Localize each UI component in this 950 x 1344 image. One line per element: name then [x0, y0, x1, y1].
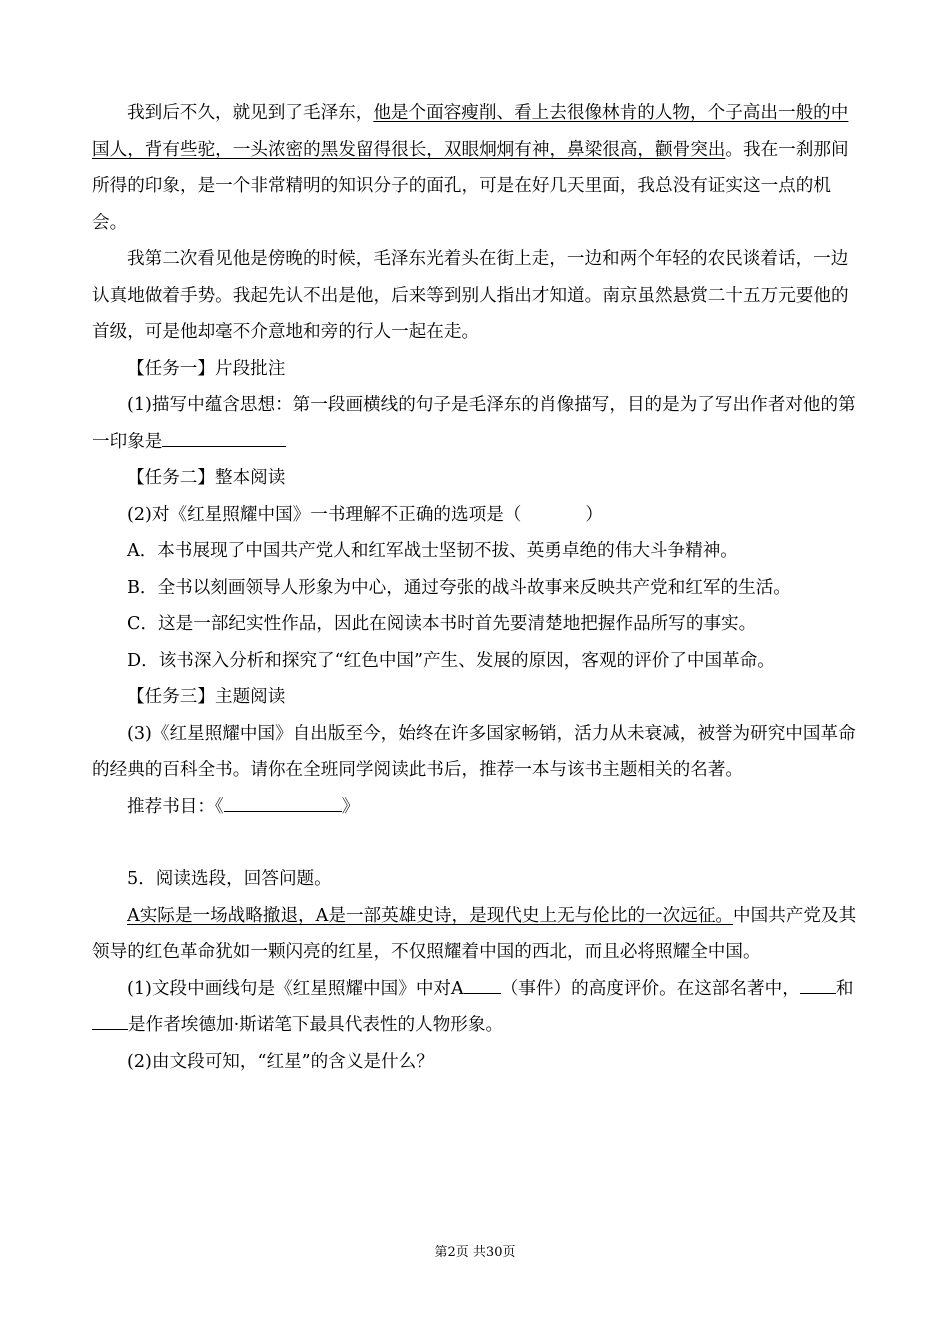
task1-heading: 【任务一】片段批注 — [127, 358, 286, 379]
question5-sub1 — [92, 971, 858, 1044]
sub1-text-b: （事件）的高度评价。在这部名著中， — [500, 978, 800, 999]
passage-paragraph-1 — [92, 95, 858, 241]
recommend-label: 推荐书目：《 — [127, 796, 224, 817]
task2-question — [92, 497, 858, 534]
task2-question-text: (2)对《红星照耀中国》一书理解不正确的选项是（ — [127, 504, 522, 525]
event-blank[interactable] — [464, 971, 501, 994]
task1-question-text: (1)描写中蕴含思想：第一段画横线的句子是毛泽东的肖像描写，目的是为了写出作者对他的第一印象是 — [92, 395, 856, 452]
option-a: A．本书展现了中国共产党人和红军战士坚韧不拔、英勇卓绝的伟大斗争精神。 — [127, 541, 738, 561]
character-blank-2[interactable] — [92, 1007, 128, 1030]
passage-paragraph-2: 我第二次看见他是傍晚的时候，毛泽东光着头在街上走，一边和两个年轻的农民谈着话，一边认真地做着手势。我起先认不出是他，后来等到别人指出才知道。南京虽然悬赏二十五万元要他的首级，可是他却毫不介意地和旁的行人一起在走。 — [92, 249, 849, 342]
portrait-underlined-sentence: 他是个面容瘦削、看上去很像林肯的人物，个子高出一般的中国人，背有些驼，一头浓密的黑发留得很长，双眼炯炯有神，鼻梁很高，颧骨突出 — [92, 103, 849, 160]
task3-heading: 【任务三】主题阅读 — [127, 687, 286, 707]
document-content — [92, 95, 858, 1080]
answer-blank[interactable] — [162, 424, 286, 447]
passage-underlined-sentence: A实际是一场战略撤退，A是一部英雄史诗，是现代史上无与伦比的一次远征。 — [127, 905, 734, 926]
task1-question — [92, 387, 858, 460]
task2-question-close: ） — [585, 504, 604, 525]
question5-sub2: (2)由文段可知，“红星”的含义是什么？ — [127, 1051, 434, 1072]
task2-heading: 【任务二】整本阅读 — [127, 468, 286, 488]
sub1-text-a: (1)文段中画线句是《红星照耀中国》中对A — [127, 978, 464, 999]
character-blank-1[interactable] — [800, 971, 836, 994]
recommend-line — [92, 789, 858, 826]
option-c: C．这是一部纪实性作品，因此在阅读本书时首先要清楚地把握作品所写的事实。 — [127, 614, 757, 634]
recommend-close: 》 — [341, 796, 360, 817]
passage-rest: 中国共产党及其领导的红色革命犹如一颗闪亮的红星，不仅照耀着中国的西北，而且必将照耀全中国。 — [92, 905, 857, 962]
task3-question: (3)《红星照耀中国》自出版至今，始终在许多国家畅销，活力从未衰减，被誉为研究中国革命的经典的百科全书。请你在全班同学阅读此书后，推荐一本与该书主题相关的名著。 — [92, 723, 856, 780]
option-b: B．全书以刻画领导人形象为中心，通过夸张的战斗故事来反映共产党和红军的生活。 — [127, 577, 791, 598]
sub1-and: 和 — [835, 978, 854, 999]
passage-p1-intro: 我到后不久，就见到了毛泽东， — [127, 103, 374, 123]
passage-p1-rest: 。我在一刹那间所得的印象，是一个非常精明的知识分子的面孔，可是在好几天里面，我总没有证实这一点的机会。 — [92, 139, 849, 233]
book-title-blank[interactable] — [224, 789, 342, 812]
question5-passage — [92, 898, 858, 971]
section-spacer — [92, 825, 858, 861]
page-footer: 第2页 共30页 — [434, 1245, 516, 1260]
sub1-text-c: 是作者埃德加·斯诺笔下最具代表性的人物形象。 — [128, 1015, 504, 1035]
question5-title: 5．阅读选段，回答问题。 — [127, 869, 332, 889]
option-d: D．该书深入分析和探究了“红色中国”产生、发展的原因，客观的评价了中国革命。 — [127, 650, 775, 671]
